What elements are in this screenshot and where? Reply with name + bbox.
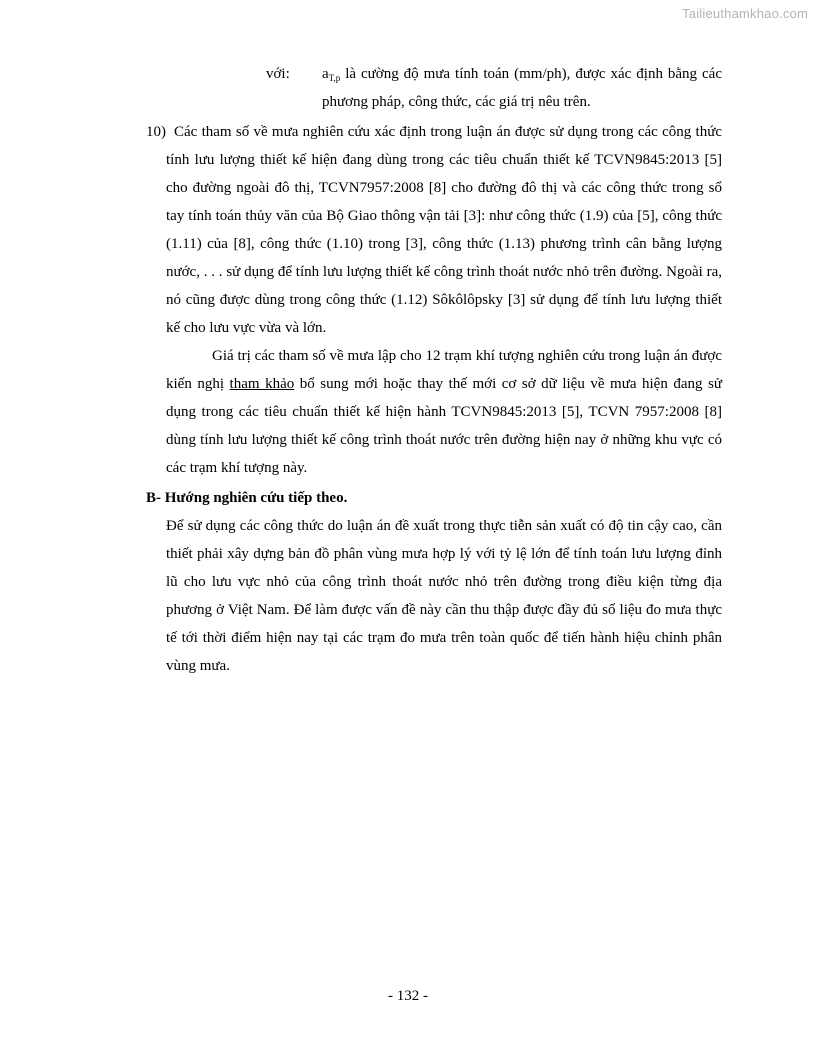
list-item-10 (146, 118, 722, 342)
list-item-text: Các tham số về mưa nghiên cứu xác định trong luận án được sử dụng trong các công thức tính lưu lượng thiết kế hiện đang dùng trong các tiêu chuẩn thiết kế TCVN9845:2013 [5] cho đường ngoài đô thị, TCVN7957:2008 [8] cho đường đô thị và các công thức trong sổ tay tính toán thủy văn của Bộ Giao thông vận tải [3]: như công thức (1.9) của [5], công thức (1.11) của [8], công thức (1.10) trong [3], công thức (1.13) phương trình cân bằng lượng nước, . . . sử dụng để tính lưu lượng thiết kế công trình thoát nước nhỏ trên đường. Ngoài ra, nó cũng được dùng trong công thức (1.12) Sôkôlôpsky [3] sử dụng để tính lưu lượng thiết kế cho lưu vực vừa và lớn. (166, 124, 722, 336)
with-definition-body: là cường độ mưa tính toán (mm/ph), được xác định bằng các phương pháp, công thức, các giá trị nêu trên. (322, 66, 722, 110)
with-label: với: (266, 66, 290, 82)
with-definition-text (322, 60, 722, 116)
gia-tri-underlined: tham khảo (229, 376, 295, 392)
section-b-heading: B- Hướng nghiên cứu tiếp theo. (146, 490, 348, 506)
gia-tri-text-after: bổ sung mới hoặc thay thế mới cơ sở dữ liệu về mưa hiện đang sử dụng trong các tiêu chuẩn thiết kế hiện hành TCVN9845:2013 [5], TCVN 7957:2008 [8] dùng tính lưu lượng thiết kế công trình thoát nước trên đường hiện nay ở những khu vực có các trạm khí tượng này. (166, 376, 722, 476)
gia-tri-text-before: Giá trị các tham số về mưa lập cho 12 trạm khí tượng nghiên cứu trong luận án được kiến nghị (166, 348, 722, 392)
watermark: Tailieuthamkhao.com (682, 6, 808, 21)
section-b-paragraph: Để sử dụng các công thức do luận án đề xuất trong thực tiễn sản xuất có độ tin cậy cao, cần thiết phải xây dựng bản đồ phân vùng mưa hợp lý với tỷ lệ lớn để tính toán lưu lượng đỉnh lũ cho lưu vực nhỏ của công trình thoát nước nhỏ trên đường trong điều kiện từng địa phương ở Việt Nam. Để làm được vấn đề này cần thu thập được đầy đủ số liệu đo mưa thực tế tới thời điểm hiện nay tại các trạm đo mưa trên toàn quốc để tiến hành hiệu chỉnh phân vùng mưa. (166, 518, 722, 674)
gia-tri-paragraph (166, 342, 722, 482)
list-item-number: 10) (146, 124, 166, 140)
rain-intensity-symbol: a (322, 66, 329, 82)
page-number: - 132 - (388, 988, 428, 1004)
rain-intensity-subscript: T,p (328, 73, 341, 83)
